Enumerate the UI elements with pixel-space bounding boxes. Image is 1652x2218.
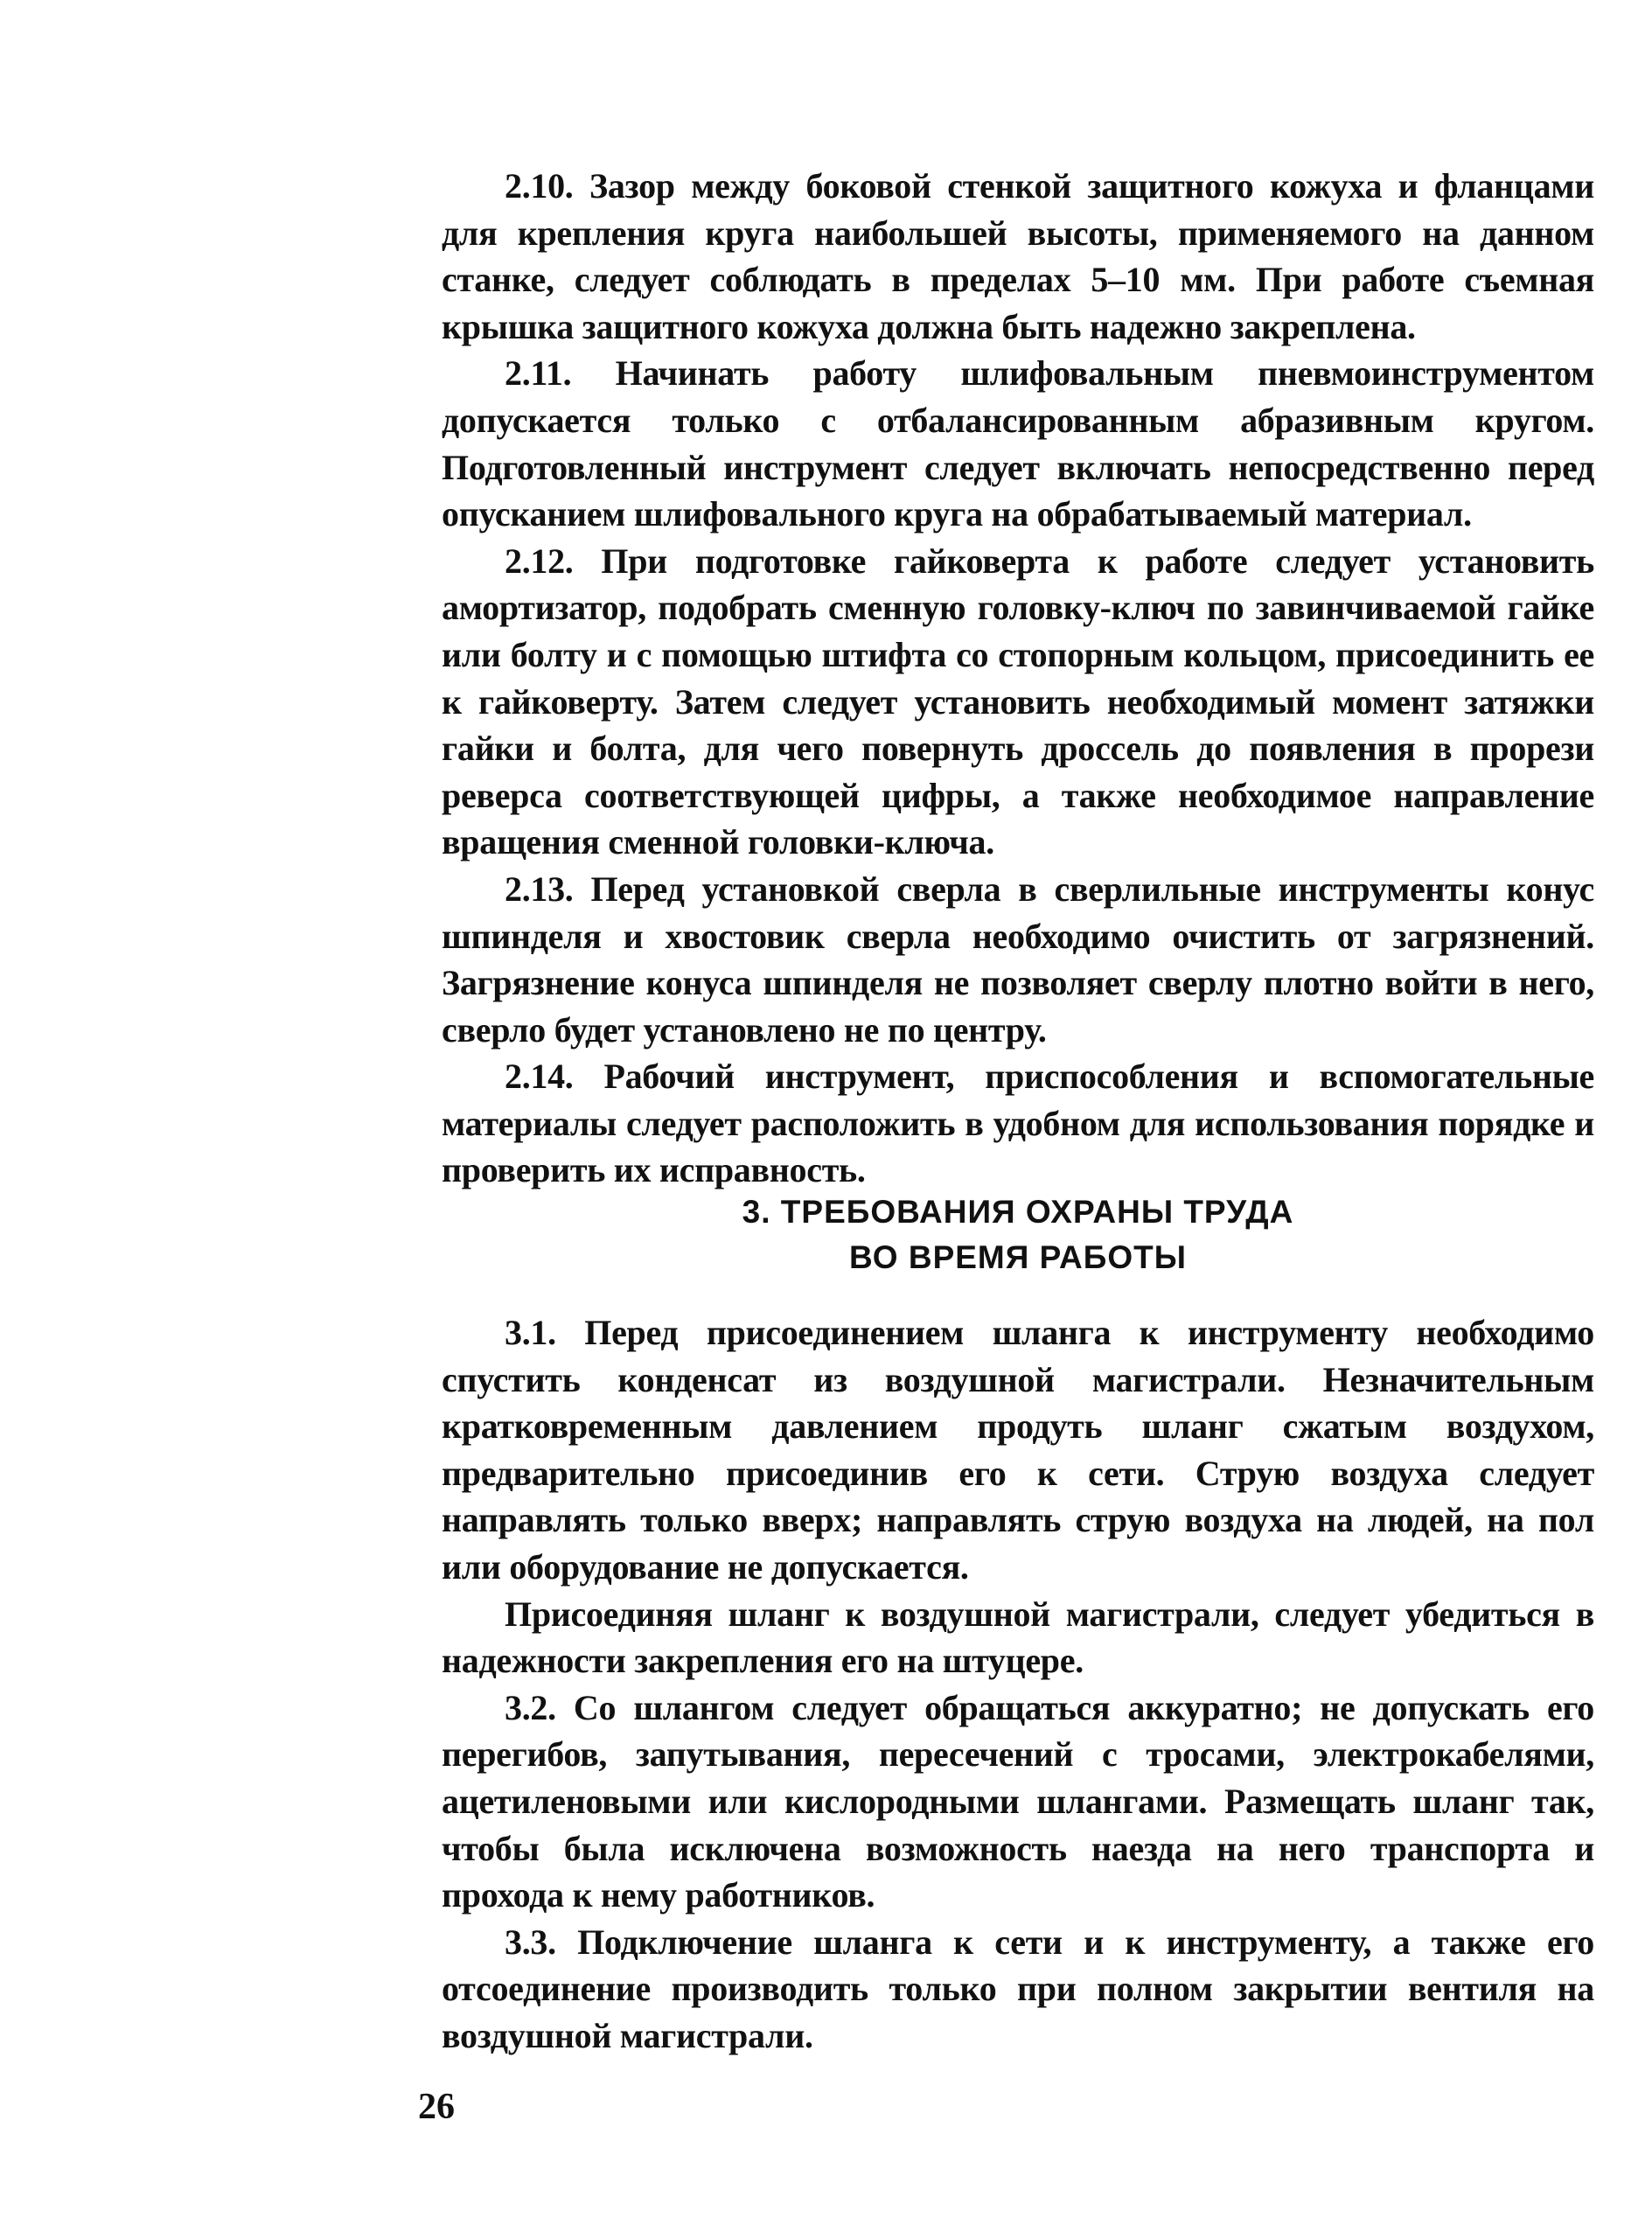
paragraph-number: 2.13.	[505, 868, 574, 909]
paragraph-number: 3.2.	[505, 1687, 556, 1727]
paragraph-text: Со шлангом следует обращаться аккуратно; не допускать его перегибов, запутывания, пересечений с тросами, электрокабелями, ацетиленовыми или кислородными шлангами. Размещать шланг так, чтобы была исключена возможность наезда на него транспорта и прохода к нему работников.	[442, 1687, 1594, 1915]
section-heading-line-1: 3. ТРЕБОВАНИЯ ОХРАНЫ ТРУДА	[742, 1194, 1294, 1230]
paragraph-2-11	[442, 350, 1594, 537]
section-heading-line-2: ВО ВРЕМЯ РАБОТЫ	[849, 1239, 1187, 1275]
body-text-section-2	[442, 163, 1594, 1194]
paragraph-number: 3.1.	[505, 1313, 556, 1352]
paragraph-text: При подготовке гайковерта к работе следует установить амортизатор, подобрать сменную головку-ключ по завинчиваемой гайке или болту и с помощью штифта со стопорным кольцом, присоединить ее к гайковерту. Затем следует установить необходимый момент затяжки гайки и болта, для чего повернуть дроссель до появления в прорези реверса соответствующей цифры, а также необходимое направление вращения сменной головки-ключа.	[442, 541, 1594, 862]
paragraph-text: Перед установкой сверла в сверлильные инструменты конус шпинделя и хвостовик сверла необходимо очистить от загрязнений. Загрязнение конуса шпинделя не позволяет сверлу плотно войти в него, сверло будет установлено не по центру.	[442, 868, 1594, 1050]
paragraph-2-12	[442, 538, 1594, 866]
paragraph-text: Зазор между боковой стенкой защитного кожуха и фланцами для крепления круга наибольшей высоты, применяемого на данном станке, следует соблюдать в пределах 5–10 мм. При работе съемная крышка защитного кожуха должна быть надежно закреплена.	[442, 166, 1594, 346]
paragraph-number: 3.3.	[505, 1922, 556, 1962]
paragraph-number: 2.12.	[505, 541, 574, 581]
paragraph-3-3	[442, 1919, 1594, 2060]
paragraph-2-14	[442, 1053, 1594, 1194]
paragraph-number: 2.11.	[505, 353, 572, 394]
paragraph-text: Присоединяя шланг к воздушной магистрали, следует убедиться в надежности закрепления его на штуцере.	[442, 1594, 1594, 1681]
paragraph-2-13	[442, 866, 1594, 1053]
body-text-section-3	[442, 1309, 1594, 2060]
paragraph-3-1	[442, 1309, 1594, 1591]
page-number: 26	[418, 2087, 455, 2127]
paragraph-text: Подключение шланга к сети и к инструменту, а также его отсоединение производить только при полном закрытии вентиля на воздушной магистрали.	[442, 1922, 1594, 2055]
paragraph-3-2	[442, 1684, 1594, 1919]
section-heading	[442, 1189, 1594, 1280]
paragraph-text: Перед присоединением шланга к инструменту необходимо спустить конденсат из воздушной магистрали. Незначительным кратковременным давлением продуть шланг сжатым воздухом, предварительно присоединив его к сети. Струю воздуха следует направлять только вверх; направлять струю воздуха на людей, на пол или оборудование не допускается.	[442, 1313, 1594, 1587]
paragraph-text: Рабочий инструмент, приспособления и вспомогательные материалы следует расположить в удобном для использования порядке и проверить их исправность.	[442, 1057, 1594, 1190]
paragraph-3-1-continued	[442, 1591, 1594, 1684]
paragraph-number: 2.14.	[505, 1057, 574, 1097]
paragraph-text: Начинать работу шлифовальным пневмоинструментом допускается только с отбалансированным абразивным кругом. Подготовленный инструмент следует включать непосредственно перед опусканием шлифовального круга на обрабатываемый материал.	[442, 353, 1594, 534]
paragraph-2-10	[442, 163, 1594, 350]
paragraph-number: 2.10.	[505, 166, 574, 206]
